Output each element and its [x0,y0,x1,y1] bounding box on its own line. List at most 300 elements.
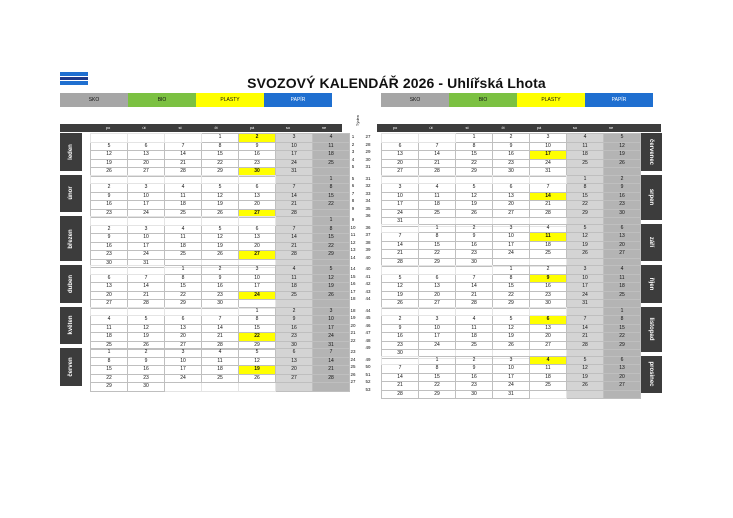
month-label: listopad [640,307,662,352]
day-cell: 12 [382,283,419,292]
day-cell: 7 [313,349,350,358]
day-cell: 12 [128,324,165,333]
day-cell: 29 [91,383,128,392]
day-cell: 29 [202,168,239,177]
day-cell: 24 [493,250,530,259]
day-cell: 29 [456,168,493,177]
dayname: so [285,125,291,130]
day-cell: 11 [202,357,239,366]
dayname: út [142,125,146,130]
week-number: 17 [350,288,356,294]
day-cell: 28 [382,258,419,267]
day-cell [239,217,276,226]
week-number: 15 [350,273,356,279]
day-cell: 17 [165,366,202,375]
day-cell: 14 [128,283,165,292]
day-cell: 1 [313,175,350,184]
week-number: 42 [365,281,371,286]
day-cell: 20 [91,291,128,300]
day-cell: 16 [382,333,419,342]
week-row [382,224,641,233]
day-cell: 6 [128,142,165,151]
month-label: duben [60,265,82,303]
week-number: 48 [365,337,371,343]
day-cell: 15 [493,283,530,292]
month-label: červenec [640,133,662,171]
day-cell: 4 [165,225,202,234]
day-cell: 16 [91,242,128,251]
legend-plasty: PLASTY [517,93,585,107]
day-cell: 31 [128,259,165,268]
month-grid [381,175,641,227]
day-cell: 14 [382,241,419,250]
week-number: 31 [365,175,371,181]
day-cell: 5 [91,142,128,151]
day-cell: 18 [530,373,567,382]
day-cell: 27 [419,300,456,309]
month-grid [90,216,350,268]
month-grid [381,307,641,359]
week-row [91,333,350,342]
day-cell: 27 [604,250,641,259]
day-cell [128,266,165,275]
day-cell: 30 [604,209,641,218]
week-row [382,291,641,300]
day-cell: 16 [276,324,313,333]
day-cell: 17 [239,283,276,292]
day-cell: 18 [165,201,202,210]
day-cell: 25 [567,159,604,168]
day-cell: 8 [313,184,350,193]
day-cell: 13 [382,151,419,160]
day-cell: 15 [202,151,239,160]
week-number: 1 [351,134,355,139]
day-cell: 10 [493,365,530,374]
day-cell: 15 [239,324,276,333]
day-cell: 26 [493,341,530,350]
day-cell: 11 [165,234,202,243]
week-row [91,201,350,210]
day-cell: 21 [530,201,567,210]
day-cell: 11 [313,142,350,151]
day-cell: 5 [567,356,604,365]
day-cell [313,383,350,392]
week-number: 45 [365,315,371,320]
day-cell: 17 [567,283,604,292]
day-cell [128,175,165,184]
day-cell: 15 [313,192,350,201]
day-cell: 21 [382,250,419,259]
week-row [91,225,350,234]
week-row [91,274,350,283]
day-cell: 11 [456,324,493,333]
day-cell: 9 [91,192,128,201]
day-cell: 19 [202,242,239,251]
day-cell: 19 [128,333,165,342]
week-number: 27 [350,379,356,384]
day-cell: 6 [493,184,530,193]
day-cell: 20 [239,201,276,210]
day-cell: 30 [382,350,419,359]
day-cell: 31 [530,168,567,177]
day-cell: 28 [128,300,165,309]
week-row [91,383,350,392]
day-cell [456,307,493,316]
day-cell: 12 [91,151,128,160]
week-number: 26 [350,371,356,377]
day-cell: 25 [419,209,456,218]
day-cell: 13 [604,365,641,374]
day-cell: 30 [530,300,567,309]
day-cell [239,175,276,184]
day-cell: 6 [276,349,313,358]
day-cell: 10 [276,142,313,151]
legend-right [381,93,653,107]
day-cell: 9 [276,316,313,325]
day-cell: 21 [419,159,456,168]
day-cell: 14 [313,357,350,366]
day-cell [567,307,604,316]
day-cell: 13 [239,234,276,243]
day-cell: 24 [128,251,165,260]
day-cell: 2 [456,356,493,365]
legend-bio: BIO [128,93,196,107]
day-cell [202,383,239,392]
day-cell: 6 [604,224,641,233]
day-cell: 19 [91,159,128,168]
week-row [382,151,641,160]
week-row [91,357,350,366]
legend-bio: BIO [449,93,517,107]
week-row [382,184,641,193]
day-cell: 18 [419,201,456,210]
day-cell [382,134,419,143]
dayname: út [429,125,433,130]
day-cell: 25 [530,250,567,259]
day-cell: 3 [493,224,530,233]
day-cell: 13 [165,324,202,333]
day-cell [382,307,419,316]
day-cell [419,307,456,316]
day-cell: 8 [493,274,530,283]
month-grid [381,133,641,177]
day-cell: 22 [313,201,350,210]
day-cell: 29 [419,258,456,267]
day-cell [202,175,239,184]
day-cell [567,390,604,399]
day-cell: 20 [493,201,530,210]
day-cell: 23 [128,374,165,383]
day-cell: 28 [530,209,567,218]
week-number: 14 [350,254,356,260]
day-cell [456,266,493,275]
day-cell: 21 [128,291,165,300]
week-row [91,134,350,143]
week-row [382,390,641,399]
daynames-left [60,124,342,132]
week-number: 34 [365,198,371,203]
week-row [91,184,350,193]
day-cell: 20 [165,333,202,342]
day-cell: 16 [456,373,493,382]
day-cell [530,307,567,316]
month-grid [90,175,350,219]
day-cell: 9 [202,274,239,283]
day-cell: 17 [530,151,567,160]
day-cell: 26 [567,382,604,391]
week-row [382,283,641,292]
day-cell: 18 [165,242,202,251]
day-cell [202,217,239,226]
day-cell: 23 [493,159,530,168]
day-cell: 5 [239,349,276,358]
day-cell [382,224,419,233]
day-cell: 28 [276,251,313,260]
day-cell: 7 [276,184,313,193]
dayname: st [465,125,469,130]
week-number: 27 [365,134,371,139]
day-cell: 25 [313,159,350,168]
day-cell: 21 [202,333,239,342]
day-cell: 9 [91,234,128,243]
day-cell: 3 [419,316,456,325]
day-cell: 2 [493,134,530,143]
day-cell: 12 [202,192,239,201]
day-cell: 9 [456,233,493,242]
day-cell: 4 [419,184,456,193]
day-cell: 7 [382,365,419,374]
week-row [91,316,350,325]
day-cell: 26 [456,209,493,218]
dayname: pá [536,125,542,130]
month-label: březen [60,216,82,261]
day-cell: 16 [530,283,567,292]
dayname: pá [249,125,255,130]
week-row [91,251,350,260]
day-cell: 19 [456,201,493,210]
day-cell: 10 [165,357,202,366]
week-number: 28 [365,141,371,147]
day-cell: 16 [239,151,276,160]
month-label: leden [60,133,82,171]
day-cell: 3 [165,349,202,358]
day-cell: 4 [91,316,128,325]
week-row [382,373,641,382]
day-cell: 5 [202,184,239,193]
week-row [91,217,350,226]
day-cell: 13 [493,192,530,201]
day-cell: 25 [456,341,493,350]
day-cell: 4 [456,316,493,325]
day-cell: 9 [604,184,641,193]
day-cell: 30 [202,300,239,309]
day-cell: 22 [91,374,128,383]
day-cell: 10 [313,316,350,325]
week-number: 40 [365,266,371,271]
day-cell: 17 [128,201,165,210]
day-cell: 23 [91,251,128,260]
day-cell: 13 [530,324,567,333]
week-number: 9 [351,205,355,211]
day-cell: 25 [202,374,239,383]
day-cell: 24 [530,159,567,168]
day-cell: 5 [382,274,419,283]
day-cell: 5 [604,134,641,143]
day-cell: 22 [567,201,604,210]
day-cell: 9 [493,142,530,151]
day-cell: 14 [276,192,313,201]
week-number: 16 [350,281,356,286]
day-cell: 11 [91,324,128,333]
week-row [91,234,350,243]
day-cell: 15 [419,373,456,382]
day-cell: 11 [419,192,456,201]
day-cell [165,383,202,392]
week-row [91,307,350,316]
day-cell: 4 [165,184,202,193]
day-cell: 20 [239,242,276,251]
day-cell: 20 [530,333,567,342]
day-cell: 29 [567,209,604,218]
day-cell: 18 [456,333,493,342]
day-cell: 30 [128,383,165,392]
week-number: 6 [351,183,355,188]
day-cell: 16 [604,192,641,201]
week-row [382,316,641,325]
day-cell: 4 [604,266,641,275]
day-cell: 17 [276,151,313,160]
day-cell: 21 [313,366,350,375]
week-number: 2 [351,141,355,147]
day-cell: 18 [530,241,567,250]
day-cell: 13 [239,192,276,201]
day-cell: 1 [493,266,530,275]
day-cell: 22 [456,159,493,168]
week-row [91,266,350,275]
day-cell: 26 [202,251,239,260]
day-cell: 2 [128,349,165,358]
day-cell: 2 [91,225,128,234]
day-cell: 16 [128,366,165,375]
week-number: 32 [365,183,371,188]
week-row [382,333,641,342]
day-cell: 11 [276,274,313,283]
day-cell [382,356,419,365]
day-cell: 3 [530,134,567,143]
day-cell [128,217,165,226]
day-cell: 12 [239,357,276,366]
day-cell: 11 [604,274,641,283]
week-number: 38 [365,239,371,245]
week-row [91,175,350,184]
day-cell: 1 [91,349,128,358]
day-cell: 22 [239,333,276,342]
day-cell: 4 [202,349,239,358]
day-cell: 6 [239,225,276,234]
month-grid [381,224,641,268]
day-cell: 18 [567,151,604,160]
day-cell: 18 [276,283,313,292]
day-cell: 7 [128,274,165,283]
day-cell: 30 [456,390,493,399]
month-label: prosinec [640,356,662,394]
day-cell: 28 [202,341,239,350]
day-cell: 24 [128,209,165,218]
month-label: únor [60,175,82,213]
day-cell: 9 [239,142,276,151]
week-number: 49 [365,356,371,362]
day-cell: 5 [202,225,239,234]
day-cell: 4 [567,134,604,143]
day-cell: 23 [239,159,276,168]
week-row [91,291,350,300]
day-cell: 31 [567,300,604,309]
week-number: 24 [350,356,356,362]
day-cell: 18 [313,151,350,160]
day-cell [493,307,530,316]
day-cell: 30 [493,168,530,177]
day-cell [530,390,567,399]
month-grid [90,307,350,351]
week-number: 7 [351,190,355,196]
week-row [382,250,641,259]
week-number: 9 [351,217,355,222]
legend-sko: SKO [60,93,128,107]
day-cell [419,134,456,143]
day-cell: 19 [493,333,530,342]
day-cell: 3 [493,356,530,365]
day-cell [165,307,202,316]
day-cell: 21 [382,382,419,391]
week-number: 41 [365,273,371,279]
day-cell: 15 [456,151,493,160]
day-cell: 7 [567,316,604,325]
day-cell: 13 [91,283,128,292]
day-cell: 23 [202,291,239,300]
day-cell: 17 [493,373,530,382]
day-cell: 1 [567,175,604,184]
day-cell: 21 [567,333,604,342]
day-cell: 12 [202,234,239,243]
day-cell: 17 [128,242,165,251]
week-number: 14 [350,266,356,271]
day-cell [276,175,313,184]
day-cell: 27 [382,168,419,177]
day-cell: 3 [239,266,276,275]
day-cell: 2 [530,266,567,275]
month-grid [90,133,350,177]
week-row [91,151,350,160]
day-cell: 26 [604,159,641,168]
day-cell: 22 [604,333,641,342]
week-number: 35 [365,205,371,211]
day-cell: 16 [202,283,239,292]
day-cell: 20 [382,159,419,168]
week-number: 46 [365,322,371,328]
week-row [382,324,641,333]
week-row [91,283,350,292]
day-cell: 24 [239,291,276,300]
dayname: čt [214,125,218,130]
day-cell: 29 [313,251,350,260]
day-cell: 1 [419,356,456,365]
week-number: 52 [365,379,371,384]
week-row [382,365,641,374]
day-cell [382,266,419,275]
day-cell: 4 [530,356,567,365]
day-cell: 23 [276,333,313,342]
day-cell: 6 [419,274,456,283]
